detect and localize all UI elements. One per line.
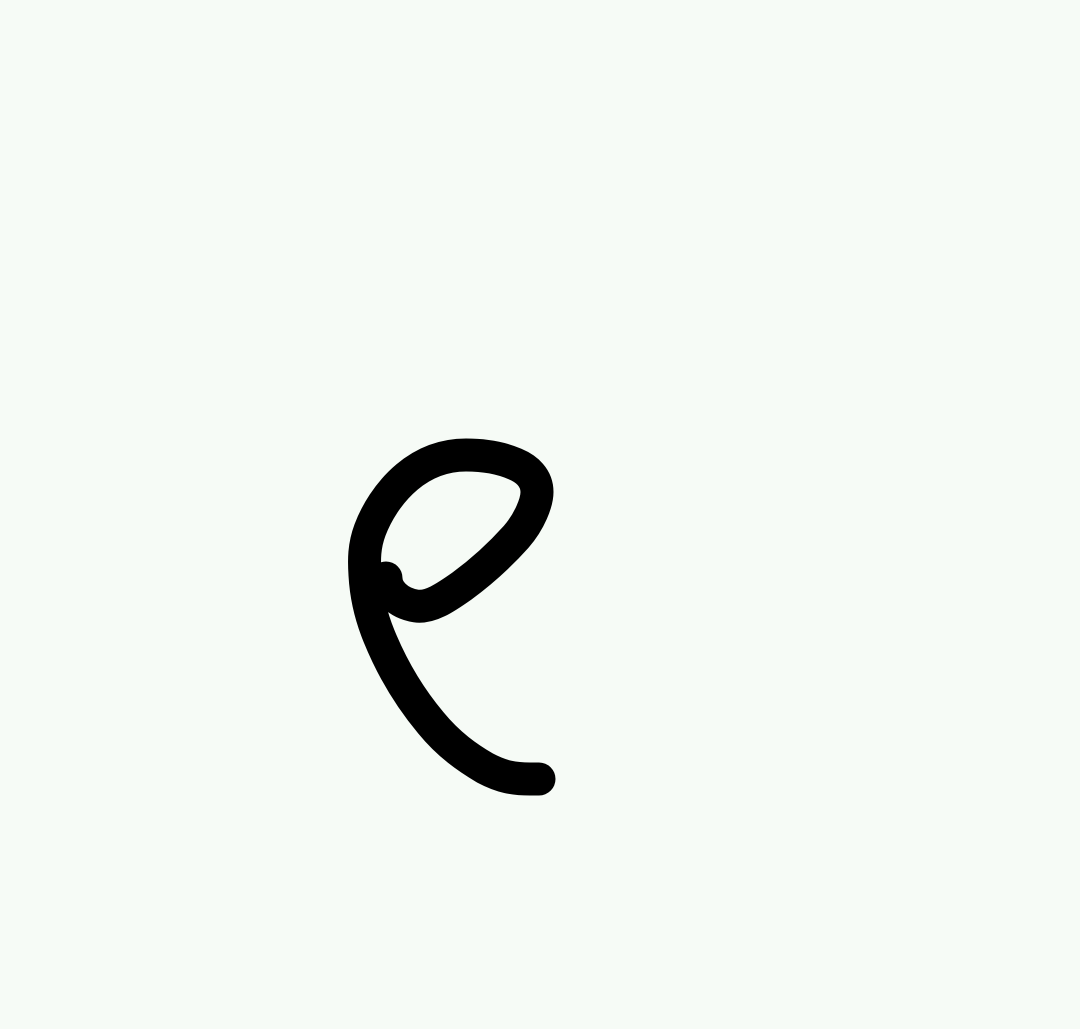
handwritten-e-stroke <box>365 455 539 779</box>
